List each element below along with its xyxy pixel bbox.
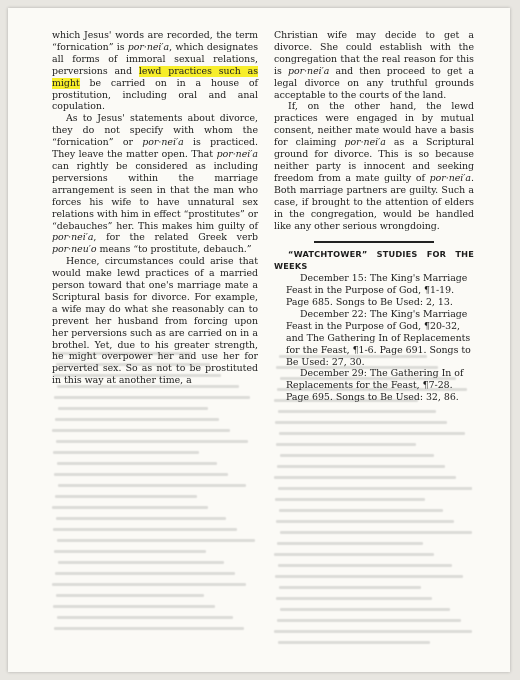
paragraph: If, on the other hand, the lewd practices were engaged in by mutual consent, neither mate would have a basis for claiming por·nei′a as a Scriptural ground for divorce. This is so because neither party is innocent and seeking freedom from a mate guilty of por·nei′a. Both marriage partners are guilty. Such a case, if brought to the attention of elders in the congregation, would be handled like any other serious wrongdoing. — [274, 101, 474, 232]
bleed-through-line — [274, 630, 472, 633]
highlighted-text: lewd practices such as might — [52, 65, 259, 89]
bleed-through-line — [278, 641, 430, 644]
bleed-through-line — [274, 553, 434, 556]
bleed-through-line — [55, 418, 219, 421]
bleed-through-line — [52, 506, 208, 509]
paragraph: Hence, circumstances could arise that would make lewd practices of a married person toward that one's marriage mate a Scriptural basis for divorce. For example, a wife may do what she reasonably can to prevent her husband from forcing upon her perversions such as are carried on in a brothel. Yet, due to his greater strength, he might overpower her and use her for perverted sex. So as not to be prostituted in this way at another time, a — [52, 256, 258, 387]
bleed-through-line — [278, 410, 436, 413]
bleed-through-line — [275, 575, 463, 578]
bleed-through-line — [57, 462, 217, 465]
paragraph: Christian wife may decide to get a divorce. She could establish with the congregation that the real reason for this is por·nei′a and then proceed to get a legal divorce on any truthful grounds acceptable to the courts of the land. — [274, 30, 474, 101]
bleed-through-left — [52, 352, 252, 638]
bleed-through-line — [278, 487, 472, 490]
bleed-through-line — [54, 550, 206, 553]
right-column — [274, 30, 474, 404]
studies-heading: “WATCHTOWER” STUDIES FOR THE WEEKS — [274, 249, 474, 272]
bleed-through-line — [54, 627, 244, 630]
bleed-through-line — [275, 498, 425, 501]
bleed-through-line — [280, 608, 450, 611]
bleed-through-line — [58, 407, 208, 410]
bleed-through-line — [279, 432, 465, 435]
bleed-through-line — [57, 539, 255, 542]
paragraph: which Jesus' words are recorded, the term “fornication” is por·nei′a, which designates all forms of immoral sexual relations, perversions and lewd practices such as might be carried on in a house of prostitution, including oral and anal copulation. — [52, 30, 259, 113]
bleed-through-line — [274, 476, 456, 479]
bleed-through-line — [278, 564, 452, 567]
bleed-through-line — [280, 531, 472, 534]
bleed-through-line — [53, 605, 215, 608]
bleed-through-line — [52, 429, 230, 432]
bleed-through-line — [56, 517, 226, 520]
bleed-through-line — [277, 542, 423, 545]
bleed-through-line — [55, 495, 197, 498]
bleed-through-line — [279, 586, 421, 589]
bleed-through-line — [54, 396, 250, 399]
bleed-through-line — [58, 484, 246, 487]
bleed-through-line — [280, 454, 434, 457]
left-column — [52, 30, 258, 387]
study-item: December 29: The Gathering In of Replacements for the Feast, ¶7-28. Page 695. Songs to Be Used: 32, 86. — [286, 368, 464, 404]
bleed-through-line — [56, 594, 204, 597]
bleed-through-line — [276, 443, 416, 446]
bleed-through-line — [277, 619, 461, 622]
section-divider — [314, 241, 434, 243]
bleed-through-line — [55, 572, 235, 575]
bleed-through-line — [53, 528, 237, 531]
study-item: December 15: The King's Marriage Feast in the Purpose of God, ¶1-19. Page 685. Songs to Be Used: 2, 13. — [286, 273, 468, 309]
bleed-through-line — [52, 583, 246, 586]
bleed-through-line — [275, 421, 447, 424]
bleed-through-line — [279, 509, 443, 512]
bleed-through-line — [54, 473, 228, 476]
study-item: December 22: The King's Marriage Feast in the Purpose of God, ¶20-32, and The Gathering In of Replacements for the Feast, ¶1-6. Page 691. Songs to Be Used: 27, 30. — [286, 308, 471, 368]
bleed-through-line — [57, 616, 233, 619]
bleed-through-line — [277, 465, 445, 468]
bleed-through-line — [58, 561, 224, 564]
paragraph: As to Jesus' statements about divorce, they do not specify with whom the “fornication” or por·nei′a is practiced. They leave the matter open. That por·nei′a can rightly be considered as including perversions within the marriage arrangement is seen in that the man who forces his wife to have unnatural sex relations with him in effect “prostitutes” or “debauches” her. This makes him guilty of por·nei′a, for the related Greek verb por·neu′o means “to prostitute, debauch.” — [52, 113, 258, 256]
bleed-through-line — [276, 597, 432, 600]
bleed-through-line — [53, 451, 199, 454]
bleed-through-line — [276, 520, 454, 523]
document-page — [8, 8, 510, 672]
bleed-through-line — [56, 440, 248, 443]
